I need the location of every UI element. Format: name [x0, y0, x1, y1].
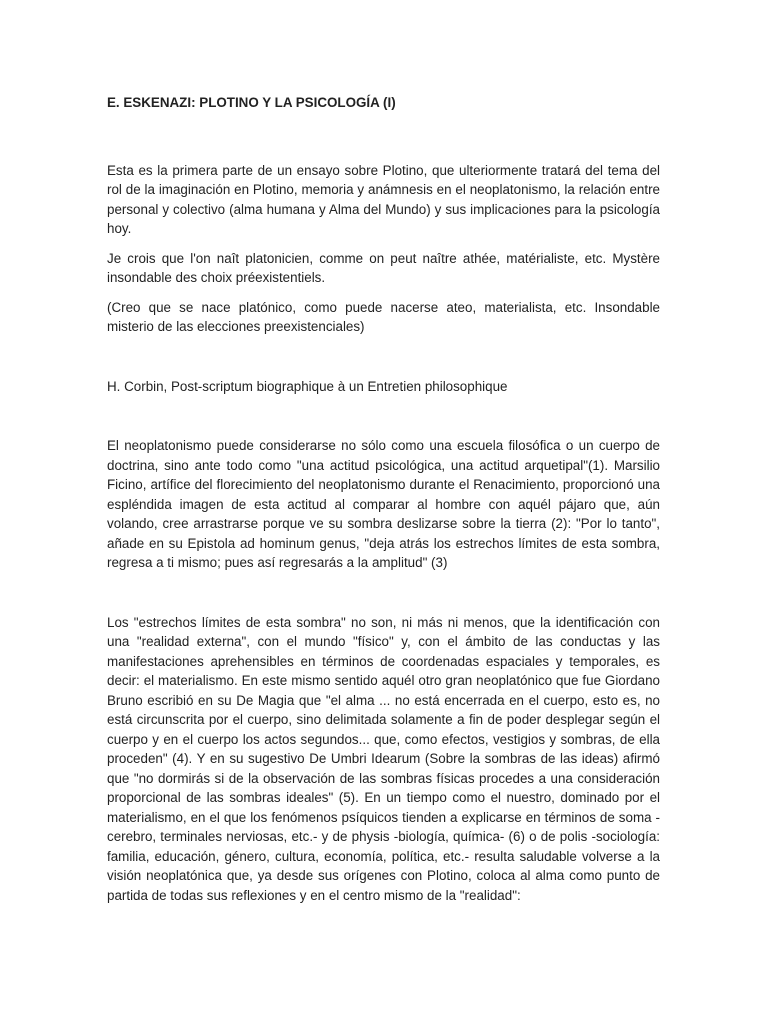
intro-paragraph: Esta es la primera parte de un ensayo sobre Plotino, que ulteriormente tratará del tema del rol de la imaginación en Plotino, memoria y anámnesis en el neoplatonismo, la relación entre personal y colectivo (alma humana y Alma del Mundo) y sus implicaciones para la psicología hoy. [107, 162, 660, 236]
epigraph-spanish: (Creo que se nace platónico, como puede nacerse ateo, materialista, etc. Insondable misterio de las elecciones preexistenciales) [107, 299, 660, 334]
body-paragraph-1: El neoplatonismo puede considerarse no sólo como una escuela filosófica o un cuerpo de doctrina, sino ante todo como "una actitud psicológica, una actitud arquetipal"(1). Marsilio Ficino, artífice del florecimiento del neoplatonismo durante el Renacimiento, proporcionó una espléndida imagen de esta actitud al comparar al hombre con aquél pájaro que, aún volando, cree arrastrarse porque ve su sombra deslizarse sobre la tierra (2): "Por lo tanto", añade en su Epistola ad hominum genus, "deja atrás los estrechos límites de esta sombra, regresa a ti mismo; pues así regresarás a la amplitud" (3) [107, 438, 660, 570]
document-body [107, 93, 660, 905]
epigraph-french: Je crois que l'on naît platonicien, comme on peut naître athée, matérialiste, etc. Mystère insondable des choix préexistentiels. [107, 250, 660, 285]
body-paragraph-2: Los "estrechos límites de esta sombra" no son, ni más ni menos, que la identificación con una "realidad externa", con el mundo "físico" y, con el ámbito de las conductas y las manifestaciones aprehensibles en términos de coordenadas espaciales y temporales, es decir: el materialismo. En este mismo sentido aquél otro gran neoplatónico que fue Giordano Bruno escribió en su De Magia que "el alma ... no está encerrada en el cuerpo, esto es, no está circunscrita por el cuerpo, sino delimitada solamente a fin de poder desplegar según el cuerpo y en el cuerpo los actos segundos... que, como efectos, vestigios y sombras, de ella proceden" (4). Y en su sugestivo De Umbri Idearum (Sobre la sombras de las ideas) afirmó que "no dormirás si de la observación de las sombras físicas procedes a una consideración proporcional de las sombras ideales" (5). En un tiempo como el nuestro, dominado por el materialismo, en el que los fenómenos psíquicos tienden a explicarse en términos de soma -cerebro, terminales nerviosas, etc.- y de physis -biología, química- (6) o de polis -sociología: familia, educación, género, cultura, economía, política, etc.- resulta saludable volverse a la visión neoplatónica que, ya desde sus orígenes con Plotino, coloca al alma como punto de partida de todas sus reflexiones y en el centro mismo de la "realidad": [107, 614, 660, 903]
epigraph-source: H. Corbin, Post-scriptum biographique à un Entretien philosophique [107, 378, 508, 394]
document-title: E. ESKENAZI: PLOTINO Y LA PSICOLOGÍA (I) [107, 95, 396, 110]
